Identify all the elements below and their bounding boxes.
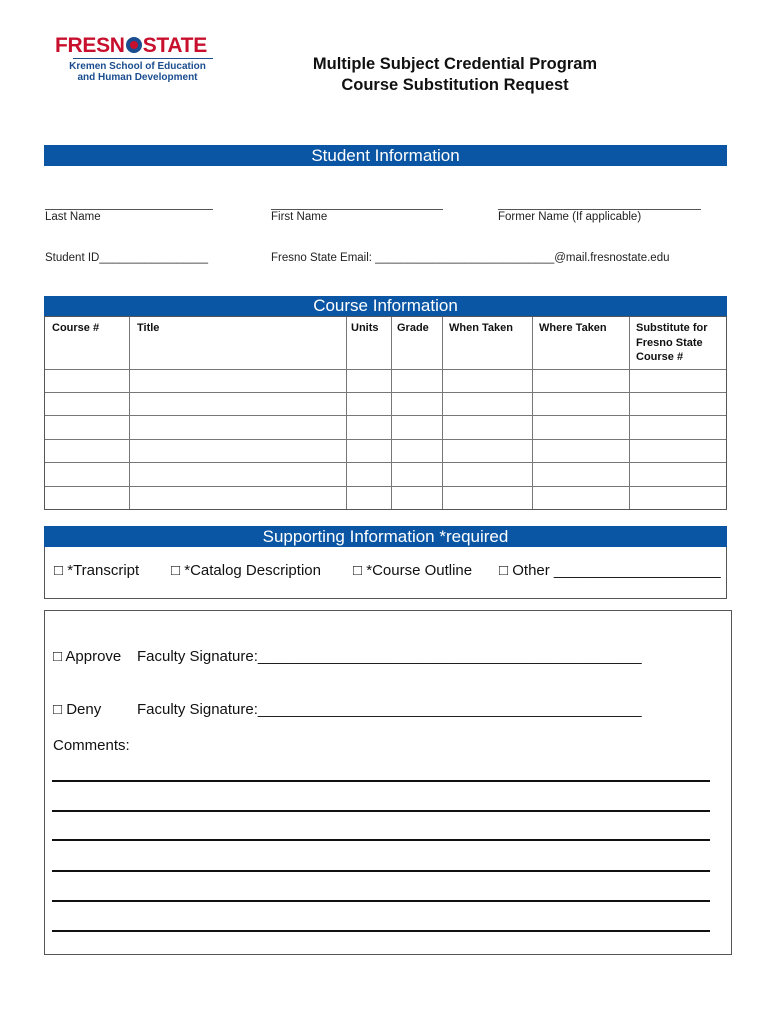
comment-line[interactable] (52, 930, 710, 932)
row-divider (45, 486, 726, 487)
logo-rule (73, 58, 213, 59)
comment-line[interactable] (52, 870, 710, 872)
fresno-state-logo (55, 34, 220, 84)
approve-signature-field[interactable]: Faculty Signature:______________________________________________ (137, 648, 642, 665)
supporting-information-box (44, 547, 727, 599)
email-field[interactable]: Fresno State Email: ____________________________@mail.fresnostate.edu (271, 252, 670, 264)
row-divider (45, 369, 726, 370)
deny-checkbox[interactable]: □ Deny (53, 701, 102, 718)
former-name-field[interactable] (498, 209, 701, 210)
logo-wordmark: FRESN STATE (55, 34, 207, 57)
column-header-when-taken: When Taken (449, 322, 513, 334)
last-name-label: Last Name (45, 211, 101, 223)
column-divider (629, 317, 630, 509)
first-name-field[interactable] (271, 209, 443, 210)
column-header-course-number: Course # (52, 322, 100, 334)
logo-school-line2: and Human Development (77, 72, 198, 83)
row-divider (45, 392, 726, 393)
column-divider (532, 317, 533, 509)
column-divider (391, 317, 392, 509)
column-header-units: Units (351, 322, 379, 334)
logo-seal-icon (126, 37, 142, 53)
student-information-header: Student Information (44, 145, 727, 166)
last-name-field[interactable] (45, 209, 213, 210)
document-title: Multiple Subject Credential Program (312, 55, 598, 73)
comment-line[interactable] (52, 810, 710, 812)
supporting-information-header: Supporting Information *required (44, 526, 727, 547)
catalog-description-checkbox[interactable]: □ *Catalog Description (171, 562, 321, 579)
column-header-where-taken: Where Taken (539, 322, 607, 334)
row-divider (45, 415, 726, 416)
comment-line[interactable] (52, 780, 710, 782)
approve-checkbox[interactable]: □ Approve (53, 648, 122, 665)
deny-signature-field[interactable]: Faculty Signature:______________________________________________ (137, 701, 642, 718)
other-checkbox[interactable]: □ Other ____________________ (499, 562, 721, 579)
document-subtitle: Course Substitution Request (341, 76, 569, 94)
transcript-checkbox[interactable]: □ *Transcript (54, 562, 140, 579)
column-divider (442, 317, 443, 509)
comment-line[interactable] (52, 900, 710, 902)
column-header-title: Title (137, 322, 160, 334)
comment-line[interactable] (52, 839, 710, 841)
approval-box (44, 610, 732, 955)
course-information-header: Course Information (44, 296, 727, 316)
column-divider (346, 317, 347, 509)
first-name-label: First Name (271, 211, 328, 223)
course-outline-checkbox[interactable]: □ *Course Outline (353, 562, 473, 579)
row-divider (45, 462, 726, 463)
column-header-substitute: Substitute for Fresno State Course # (636, 322, 708, 363)
row-divider (45, 439, 726, 440)
student-id-field[interactable]: Student ID_________________ (45, 252, 209, 264)
former-name-label: Former Name (If applicable) (498, 211, 642, 223)
column-divider (129, 317, 130, 509)
course-table[interactable] (44, 316, 727, 510)
column-header-grade: Grade (397, 322, 429, 334)
logo-school-line1: Kremen School of Education (69, 61, 206, 72)
comments-label: Comments: (53, 737, 130, 754)
